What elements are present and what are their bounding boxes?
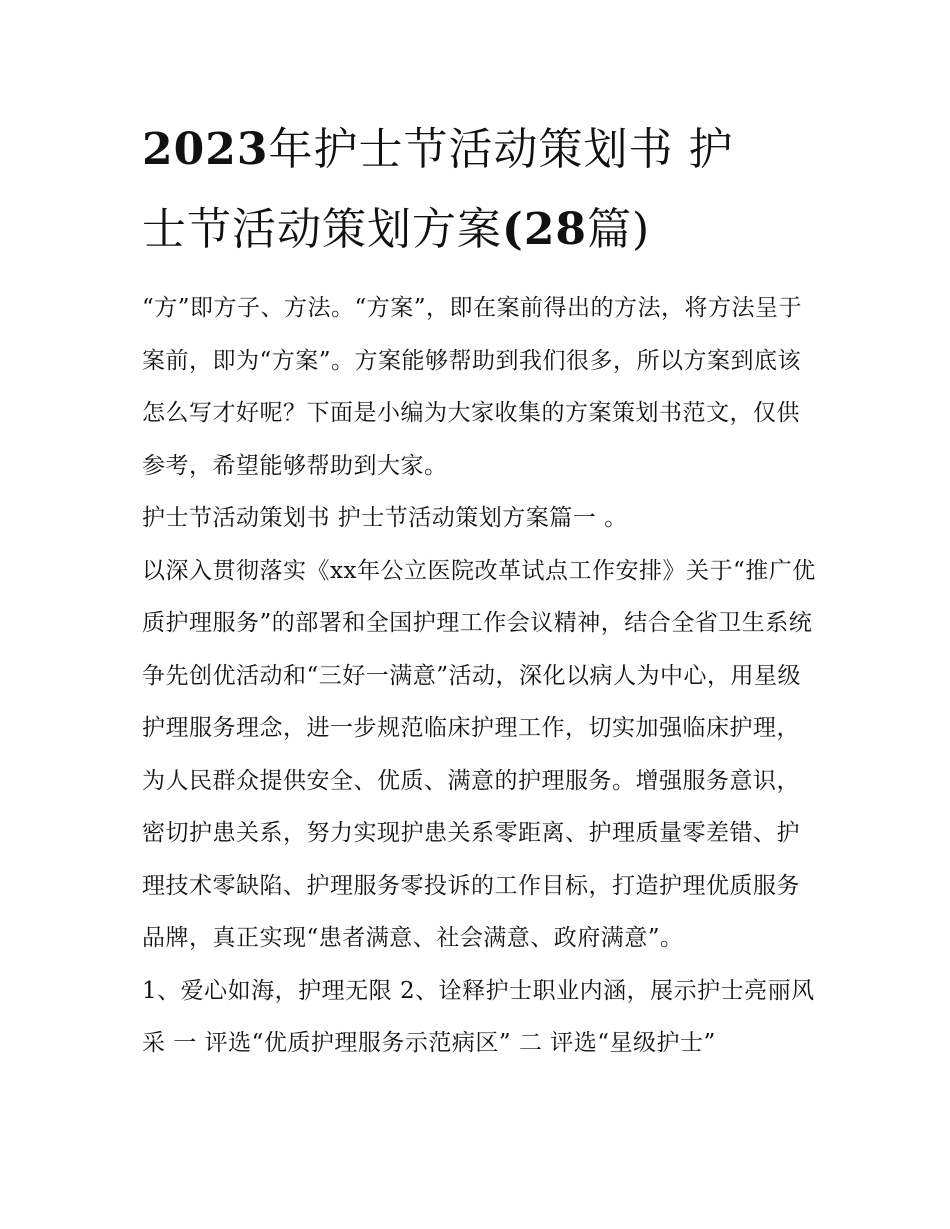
document-title (142, 110, 822, 270)
title-part-3: 篇) (587, 204, 651, 255)
title-part-2: 士节活动策划方案 (142, 204, 502, 255)
intro-paragraph: “方”即方子、方法。“方案”，即在案前得出的方法，将方法呈于案前，即为“方案”。方案能够帮助到我们很多，所以方案到底该怎么写才好呢？下面是小编为大家收集的方案策划书范文，仅供参考，希望能够帮助到大家。 (142, 295, 803, 479)
theme-paragraph: 1、爱心如海，护理无限 2、诠释护士职业内涵，展示护士亮丽风采 一 评选“优质护理服务示范病区” 二 评选“星级护士” (142, 977, 815, 1056)
body-paragraph: 以深入贯彻落实《xx年公立医院改革试点工作安排》关于“推广优质护理服务”的部署和全国护理工作会议精神，结合全省卫生系统争先创优活动和“三好一满意”活动，深化以病人为中心，用星级护理服务理念，进一步规范临床护理工作，切实加强临床护理，为人民群众提供安全、优质、满意的护理服务。增强服务意识，密切护患关系，努力实现护患关系零距离、护理质量零差错、护理技术零缺陷、护理服务零投诉的工作目标，打造护理优质服务品牌，真正实现“患者满意、社会满意、政府满意”。 (142, 557, 816, 951)
document-page (142, 110, 822, 1070)
title-part-1: 年护士节活动策划书 护 (268, 124, 734, 175)
title-count: (28 (502, 204, 588, 255)
section-heading: 护士节活动策划书 护士节活动策划方案篇一 。 (142, 505, 628, 531)
title-year: 2023 (142, 124, 269, 175)
